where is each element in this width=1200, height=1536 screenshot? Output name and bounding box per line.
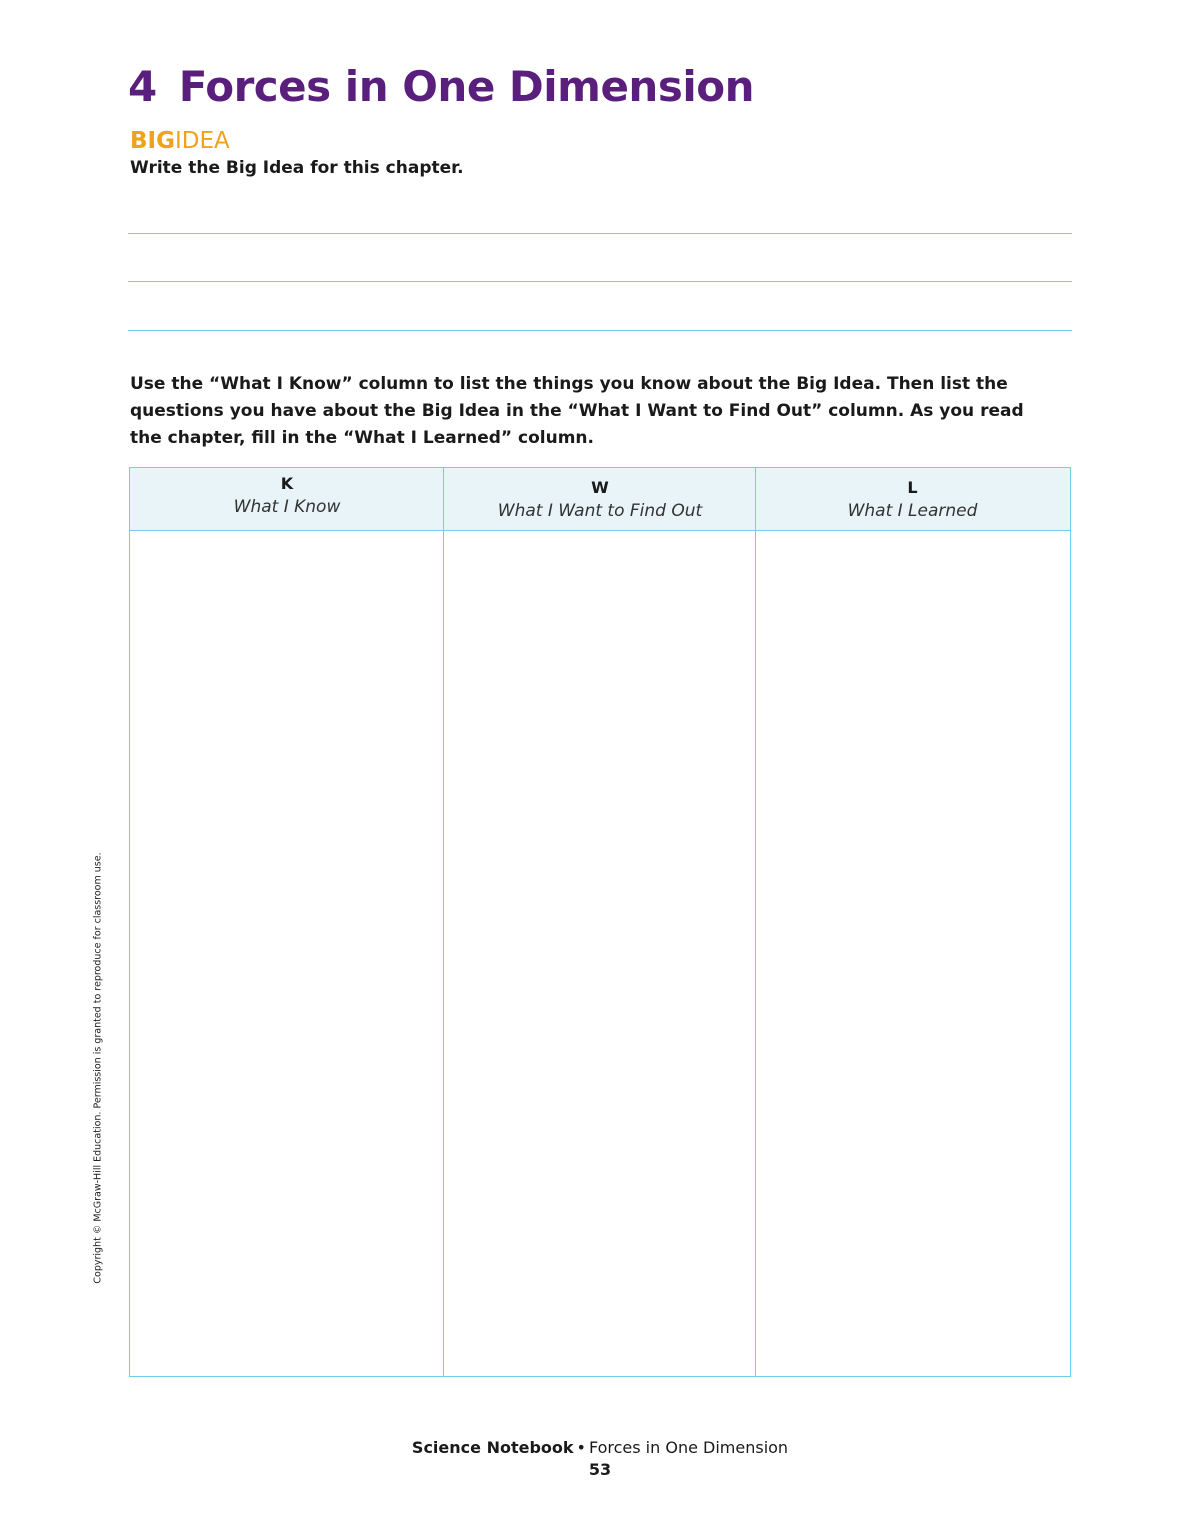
column-letter-w: W: [591, 478, 609, 497]
column-subtitle-l: What I Learned: [847, 501, 978, 521]
kwl-cell-what-i-want-to-find-out[interactable]: [445, 531, 755, 1376]
column-divider-1: [443, 468, 444, 1376]
kwl-column-header-w: [444, 468, 756, 530]
kwl-instructions: Use the “What I Know” column to list the things you know about the Big Idea. Then list the questions you have about the Big Idea in the “What I Want to Find Out” column. As you read the chapter, fill in the “What I Learned” column.: [130, 374, 1024, 448]
kwl-cell-what-i-learned[interactable]: [757, 531, 1070, 1376]
chapter-number: 4: [128, 62, 157, 111]
big-idea-label-light: IDEA: [174, 128, 230, 154]
page-number: 53: [588, 1460, 612, 1479]
kwl-cell-what-i-know[interactable]: [130, 531, 443, 1376]
kwl-column-header-l: [756, 468, 1069, 530]
footer-section-title: Forces in One Dimension: [588, 1438, 789, 1457]
big-idea-answer-line-1[interactable]: [128, 233, 1072, 234]
footer-book-title: Science Notebook: [411, 1438, 574, 1457]
big-idea-prompt: Write the Big Idea for this chapter.: [130, 158, 464, 178]
copyright-notice: Copyright © McGraw-Hill Education. Permission is granted to reproduce for classroom use.: [92, 852, 104, 1284]
kwl-column-header-k: [130, 468, 444, 530]
column-letter-l: L: [907, 478, 918, 497]
footer-separator: •: [576, 1438, 586, 1457]
big-idea-label-bold: BIG: [130, 128, 175, 154]
column-subtitle-k: What I Know: [233, 497, 341, 517]
column-letter-k: K: [280, 474, 294, 493]
big-idea-answer-line-3[interactable]: [128, 330, 1072, 331]
kwl-table: [129, 467, 1071, 1377]
column-divider-2: [755, 468, 756, 1376]
footer: [0, 1438, 1200, 1457]
big-idea-label: [130, 128, 230, 154]
big-idea-answer-line-2[interactable]: [128, 281, 1072, 282]
chapter-title-text: Forces in One Dimension: [178, 62, 754, 111]
column-subtitle-w: What I Want to Find Out: [497, 501, 703, 521]
chapter-title: [128, 62, 754, 111]
